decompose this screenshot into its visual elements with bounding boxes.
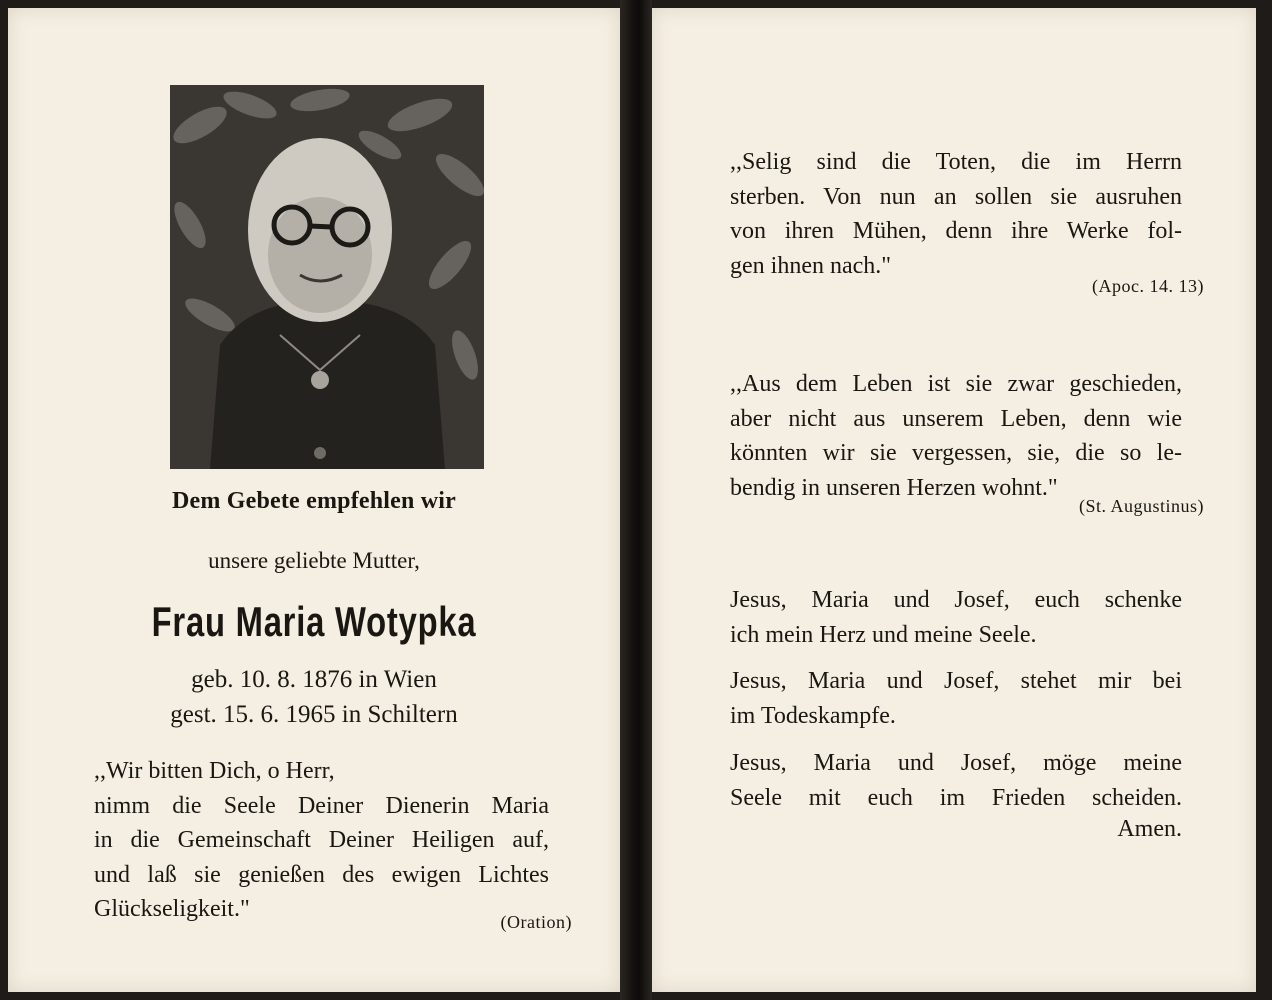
prayer-peace [730,746,1182,815]
portrait-image [170,85,484,469]
pray-heading: Dem Gebete empfehlen wir [171,488,457,514]
quote-line: sterben. Von nun an sollen sie ausruhen [730,183,1182,210]
relation-line: unsere geliebte Mutter, [208,548,420,573]
quote-line: gen ihnen nach." [730,252,892,279]
apocalypse-quote [730,145,1182,283]
prayer-line: im Todeskampfe. [730,702,896,729]
quote-line: bendig in unseren Herzen wohnt." [730,474,1058,501]
quote-line: aber nicht aus unserem Leben, denn wie [730,405,1182,432]
prayer-death-struggle [730,664,1182,733]
amen-text: Amen. [1117,816,1182,842]
quote-line: ,,Wir bitten Dich, o Herr, [94,758,335,784]
prayer-line: ich mein Herz und meine Seele. [730,621,1037,648]
quote-line: und laß sie genießen des ewigen Lichtes [94,861,549,888]
quote-line: von ihren Mühen, denn ihre Werke fol- [730,218,1182,244]
birth-date-line: geb. 10. 8. 1876 in Wien [191,666,437,693]
augustinus-source: (St. Augustinus) [1078,496,1204,516]
memorial-card-front [8,8,620,992]
portrait-photo [170,85,484,469]
quote-line: Glückseligkeit." [94,896,250,922]
card-fold-spine [620,0,652,1000]
deceased-name: Frau Maria Wotypka [151,598,477,645]
prayer-line: Jesus, Maria und Josef, euch schenke [730,587,1182,613]
quote-line: in die Gemeinschaft Deiner Heiligen auf, [94,827,549,853]
prayer-line: Jesus, Maria und Josef, möge meine [730,750,1182,776]
prayer-heart [730,583,1182,652]
quote-line: ,,Selig sind die Toten, die im Herrn [730,149,1182,175]
oration-quote [94,754,549,927]
memorial-card-back [652,8,1256,992]
quote-line: nimm die Seele Deiner Dienerin Maria [94,792,549,819]
quote-line: ,,Aus dem Leben ist sie zwar geschieden, [730,371,1182,397]
prayer-line: Jesus, Maria und Josef, stehet mir bei [730,668,1182,694]
apocalypse-source: (Apoc. 14. 13) [1092,276,1204,296]
death-date-line: gest. 15. 6. 1965 in Schiltern [170,701,458,728]
augustinus-quote [730,367,1182,505]
quote-line: könnten wir sie vergessen, sie, die so le- [730,440,1182,466]
oration-source: (Oration) [500,912,572,932]
prayer-line: Seele mit euch im Frieden scheiden. [730,784,1182,811]
